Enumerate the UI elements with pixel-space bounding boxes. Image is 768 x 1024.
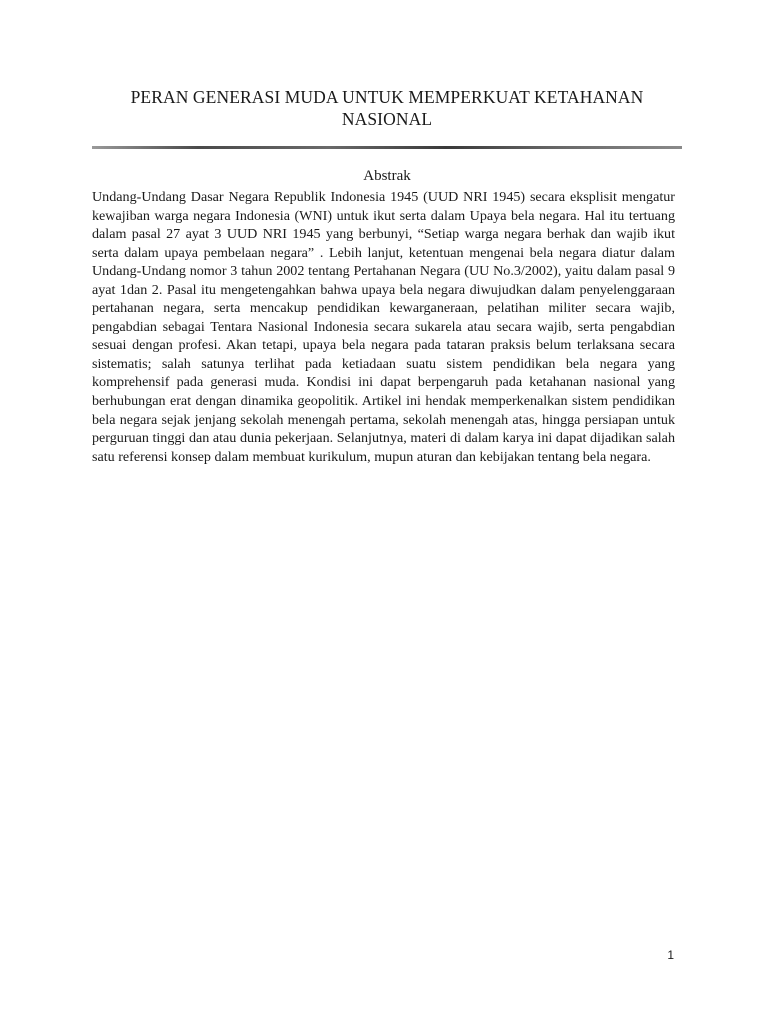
- abstract-body: Undang-Undang Dasar Negara Republik Indonesia 1945 (UUD NRI 1945) secara eksplisit mengatur kewajiban warga negara Indonesia (WNI) untuk ikut serta dalam Upaya bela negara. Hal itu tertuang dalam pasal 27 ayat 3 UUD NRI 1945 yang berbunyi, “Setiap warga negara berhak dan wajib ikut serta dalam upaya pembelaan negara” . Lebih lanjut, ketentuan mengenai bela negara diatur dalam Undang-Undang nomor 3 tahun 2002 tentang Pertahanan Negara (UU No.3/2002), yaitu dalam pasal 9 ayat 1dan 2. Pasal itu mengetengahkan bahwa upaya bela negara diwujudkan dalam penyelenggaraan pertahanan negara, serta mencakup pendidikan kewarganeraan, pelatihan militer secara wajib, pengabdian sebagai Tentara Nasional Indonesia secara sukarela atau secara wajib, serta pengabdian sesuai dengan profesi. Akan tetapi, upaya bela negara pada tataran praksis belum terlaksana secara sistematis; salah satunya terlihat pada ketiadaan suatu sistem pendidikan bela negara yang komprehensif pada generasi muda. Kondisi ini dapat berpengaruh pada ketahanan nasional yang berhubungan erat dengan dinamika geopolitik. Artikel ini hendak memperkenalkan sistem pendidikan bela negara sejak jenjang sekolah menengah pertama, sekolah menengah atas, hingga persiapan untuk perguruan tinggi dan atau dunia pekerjaan. Selanjutnya, materi di dalam karya ini dapat dijadikan salah satu referensi konsep dalam membuat kurikulum, mupun aturan dan kebijakan tentang bela negara.: [92, 189, 675, 465]
- abstract-heading: Abstrak: [363, 168, 411, 184]
- paper-title: PERAN GENERASI MUDA UNTUK MEMPERKUAT KETAHANAN NASIONAL: [130, 87, 644, 129]
- page-number: 1: [667, 948, 674, 962]
- title-divider: [92, 146, 682, 149]
